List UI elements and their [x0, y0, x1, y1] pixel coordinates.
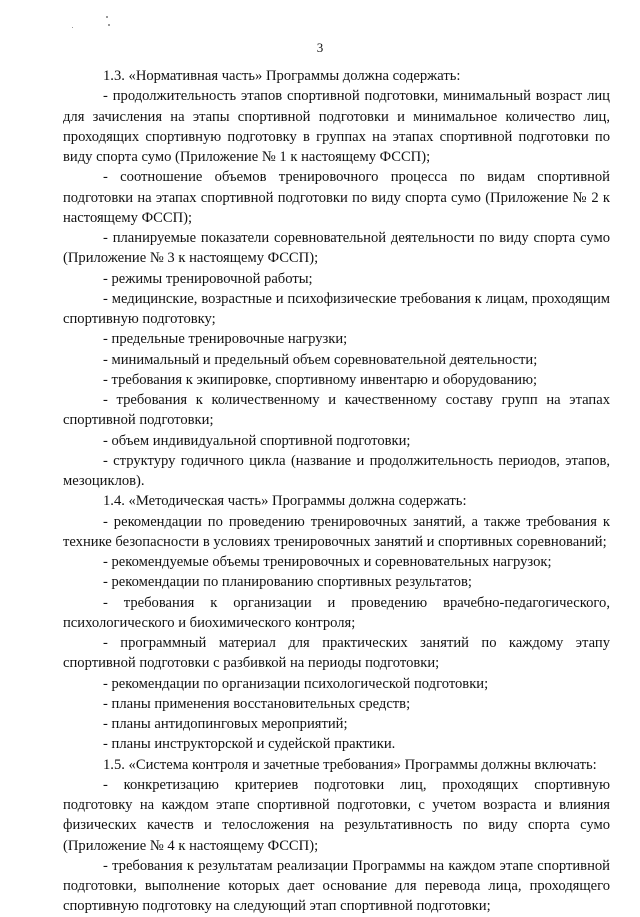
list-item: - предельные тренировочные нагрузки;: [103, 331, 348, 348]
list-item: - планируемые показатели соревновательной деятельности по виду спорта сумо (Приложение № 3 к настоящему ФССП);: [63, 230, 610, 267]
list-item: - планы антидопинговых мероприятий;: [103, 716, 348, 732]
scan-speck: [72, 27, 73, 28]
section-heading-1-5: 1.5. «Система контроля и зачетные требования» Программы должны включать:: [103, 756, 597, 773]
list-item: - рекомендации по организации психологической подготовки;: [103, 675, 489, 692]
scan-speck: [106, 16, 108, 18]
list-item: - рекомендации по планированию спортивных результатов;: [103, 574, 472, 591]
list-item: - рекомендуемые объемы тренировочных и соревновательных нагрузок;: [103, 554, 552, 570]
list-item: - структуру годичного цикла (название и продолжительность периодов, этапов, мезоциклов).: [63, 452, 610, 489]
page-number: 3: [316, 40, 324, 55]
list-item: - объем индивидуальной спортивной подготовки;: [103, 432, 411, 449]
scan-speck: [108, 24, 110, 26]
document-body: [63, 66, 610, 917]
list-item: - продолжительность этапов спортивной подготовки, минимальный возраст лиц для зачисления на этапы спортивной подготовки и минимальное количество лиц, проходящих спортивную подготовку в группах на этапах спортивной подготовки по виду спорта сумо (Приложение № 1 к настоящему ФССП);: [63, 88, 610, 165]
list-item: - конкретизацию критериев подготовки лиц, проходящих спортивную подготовку на каждом этапе спортивной подготовки, с учетом возраста и влияния физических качеств и телосложения на результативность по виду спорта сумо (Приложение № 4 к настоящему ФССП);: [63, 776, 610, 854]
list-item: - требования к количественному и качественному составу групп на этапах спортивной подготовки;: [63, 392, 610, 429]
list-item: - минимальный и предельный объем соревновательной деятельности;: [103, 351, 538, 368]
list-item: - требования к экипировке, спортивному инвентарю и оборудованию;: [103, 371, 538, 388]
list-item: - медицинские, возрастные и психофизические требования к лицам, проходящим спортивную подготовку;: [63, 290, 610, 327]
list-item: - рекомендации по проведению тренировочных занятий, а также требования к технике безопасности в условиях тренировочных занятий и спортивных соревнований;: [63, 513, 610, 550]
list-item: - требования к результатам реализации Программы на каждом этапе спортивной подготовки, выполнение которых дает основание для перевода лица, проходящего спортивную подготовку на следующий этап спортивной подготовки;: [63, 857, 610, 915]
list-item: - соотношение объемов тренировочного процесса по видам спортивной подготовки на этапах спортивной подготовки по виду спорта сумо (Приложение № 2 к настоящему ФССП);: [63, 169, 610, 226]
section-heading-1-4: 1.4. «Методическая часть» Программы должна содержать:: [103, 493, 467, 510]
list-item: - программный материал для практических занятий по каждому этапу спортивной подготовки с разбивкой на периоды подготовки;: [63, 635, 610, 672]
list-item: - требования к организации и проведению врачебно-педагогического, психологического и биохимического контроля;: [63, 594, 610, 631]
list-item: - планы инструкторской и судейской практики.: [103, 736, 396, 753]
list-item: - планы применения восстановительных средств;: [103, 695, 411, 712]
list-item: - режимы тренировочной работы;: [103, 270, 313, 287]
section-heading-1-3: 1.3. «Нормативная часть» Программы должна содержать:: [103, 68, 461, 84]
